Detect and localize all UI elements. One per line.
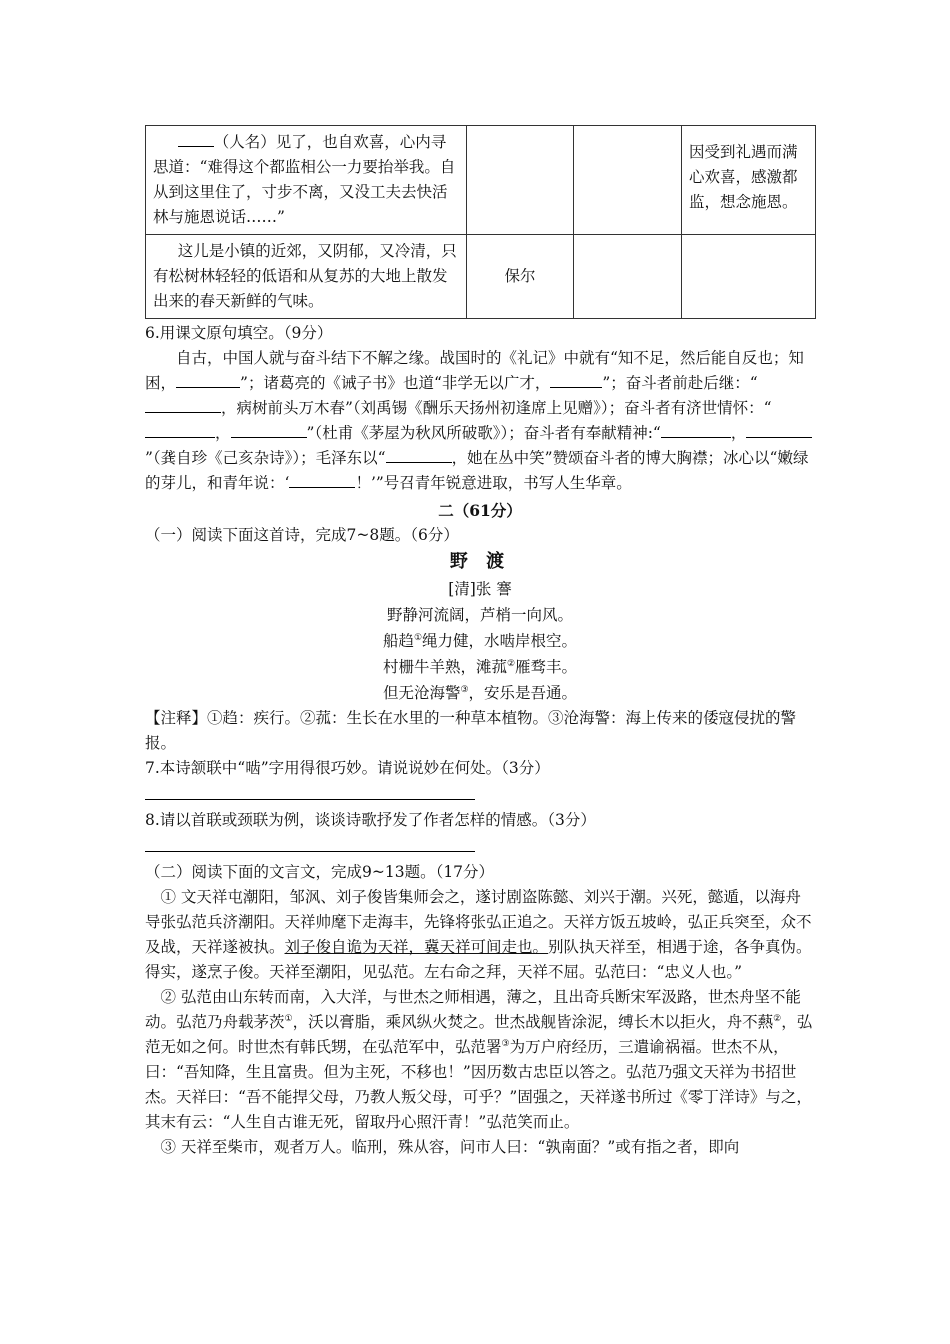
poem-line: 野静河流阔，芦梢一向风。 bbox=[386, 606, 573, 624]
exam-page bbox=[145, 125, 815, 1160]
question-6-heading: 6.用课文原句填空。（9分） bbox=[145, 324, 333, 342]
fill-blank[interactable] bbox=[550, 373, 602, 388]
fill-blank[interactable] bbox=[746, 423, 812, 438]
poem-line: 船趋①绳力健，水啮岸根空。 bbox=[382, 632, 578, 650]
table-row bbox=[146, 235, 816, 319]
classical-paragraph-2: ② 弘范由山东转而南，入大洋，与世杰之师相遇，薄之，且出奇兵断宋军汲路，世杰舟坚不能动。弘范乃舟载茅茨①，沃以膏脂，乘风纵火焚之。世杰战舰皆涂泥，缚长木以拒火，舟不爇②，弘范无如之何。时世杰有韩氏甥，在弘范军中，弘范署③为万户府经历，三遣谕祸福。世杰不从，曰：“吾知降，生且富贵。但为主死，不移也！”因历数古忠臣以答之。弘范乃强文天祥为书招世杰。天祥曰：“吾不能捍父母，乃教人叛父母，可乎？”固强之，天祥遂书所过《零丁洋诗》与之，其末有云：“人生自古谁无死，留取丹心照汗青！”弘范笑而止。 bbox=[145, 988, 813, 1131]
fill-blank[interactable] bbox=[145, 398, 221, 413]
classical-intro: （二）阅读下面的文言文，完成9~13题。（17分） bbox=[145, 863, 495, 881]
emotion-note: 因受到礼遇而满心欢喜，感激都监，想念施恩。 bbox=[689, 143, 798, 211]
fill-blank[interactable] bbox=[176, 373, 240, 388]
fill-blank[interactable] bbox=[386, 448, 452, 463]
question-6-paragraph: 自古，中国人就与奋斗结下不解之缘。战国时的《礼记》中就有“知不足，然后能自反也；知困， ”；诸葛亮的《诫子书》也道“非学无以广才， ”；奋斗者前赴后继：“，病树前头万木春”（刘禹锡《酬乐天扬州初逢席上见赠》）；奋斗者有济世情怀：“， ”（杜甫《茅屋为秋风所破歌》）；奋斗者有奉献精神:“ ，”（龚自珍《己亥杂诗》）；毛泽东以“ ，她在丛中笑”赞颂奋斗者的博大胸襟；冰心以“嫩绿的芽儿，和青年说：‘ ！’”号召青年锐意进取，书写人生华章。 bbox=[145, 346, 815, 496]
table-cell bbox=[146, 126, 467, 235]
excerpt-text: （人名）见了，也自欢喜，心内寻思道：“难得这个都监相公一力要抬举我。自从到这里住了，寸步不离，又没工夫去快活林与施恩说话……” bbox=[153, 133, 456, 226]
question-8: 8.请以首联或颈联为例，谈谈诗歌抒发了作者怎样的情感。（3分） bbox=[145, 811, 596, 829]
poem-line: 但无沧海警③，安乐是吾通。 bbox=[382, 684, 578, 702]
poem-author: [清]张 謇 bbox=[448, 580, 512, 598]
fill-blank[interactable] bbox=[231, 423, 307, 438]
question-7: 7.本诗颔联中“啮”字用得很巧妙。请说说妙在何处。（3分） bbox=[145, 759, 550, 777]
table-cell bbox=[146, 235, 467, 319]
section-2-heading: 二（61分） bbox=[438, 501, 522, 520]
underlined-sentence: 刘子俊自诡为天祥，冀天祥可间走也。 bbox=[284, 938, 549, 956]
poem-intro: （一）阅读下面这首诗，完成7~8题。（6分） bbox=[145, 526, 459, 544]
answer-line[interactable] bbox=[145, 785, 475, 800]
table-cell[interactable] bbox=[467, 126, 574, 235]
fill-blank[interactable] bbox=[661, 423, 731, 438]
poem-line: 村栅牛羊熟，滩菰②雁骛丰。 bbox=[382, 658, 578, 676]
poem-title: 野 渡 bbox=[449, 551, 511, 572]
fill-blank[interactable] bbox=[178, 132, 214, 147]
fill-blank[interactable] bbox=[289, 473, 355, 488]
table-cell bbox=[682, 126, 816, 235]
fill-blank[interactable] bbox=[145, 423, 215, 438]
answer-line[interactable] bbox=[145, 837, 475, 852]
classical-paragraph-3: ③ 天祥至柴市，观者万人。临刑，殊从容，问市人曰：“孰南面？”或有指之者，即向 bbox=[160, 1138, 740, 1156]
character-cell: 保尔 bbox=[467, 235, 574, 319]
excerpt-text: 这儿是小镇的近郊，又阴郁，又冷清，只有松树林轻轻的低语和从复苏的大地上散发出来的春天新鲜的气味。 bbox=[153, 242, 457, 310]
poem-annotation: 【注释】①趋：疾行。②菰：生长在水里的一种草本植物。③沧海警：海上传来的倭寇侵扰的警报。 bbox=[145, 709, 797, 752]
table-cell[interactable] bbox=[574, 235, 682, 319]
table-cell[interactable] bbox=[574, 126, 682, 235]
table-row bbox=[146, 126, 816, 235]
table-cell[interactable] bbox=[682, 235, 816, 319]
answer-table bbox=[145, 125, 816, 319]
classical-paragraph-1: ① 文天祥屯潮阳，邹沨、刘子俊皆集师会之，遂讨剧盗陈懿、刘兴于潮。兴死，懿遁，以海舟导张弘范兵济潮阳。天祥帅麾下走海丰，先锋将张弘正追之。天祥方饭五坡岭，弘正兵突至，众不及战，天祥遂被执。刘子俊自诡为天祥，冀天祥可间走也。别队执天祥至，相遇于途，各争真伪。得实，遂烹子俊。天祥至潮阳，见弘范。左右命之拜，天祥不屈。弘范曰：“忠义人也。” bbox=[145, 888, 812, 981]
